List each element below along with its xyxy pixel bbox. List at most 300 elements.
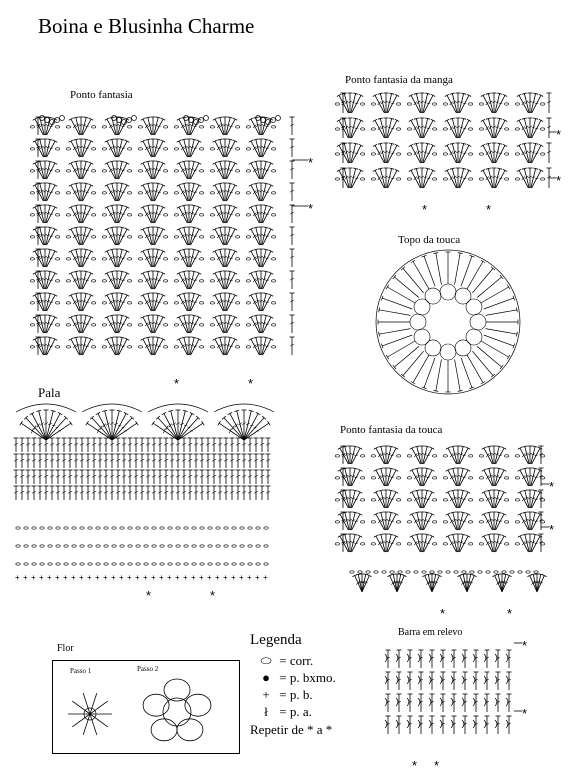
- topo-center-petal: [470, 314, 486, 330]
- fan-chain: [479, 128, 483, 130]
- repeat-star: *: [422, 202, 428, 217]
- fan-chain: [335, 477, 339, 479]
- fan-chain: [235, 126, 239, 128]
- fan-chain: [515, 153, 519, 155]
- pala-chain: [16, 545, 20, 547]
- touca-chain: [406, 571, 410, 573]
- slip-stitch-symbol-icon: ●: [262, 670, 270, 685]
- fan-chain: [30, 214, 34, 216]
- topo-stitch-top: [517, 332, 518, 337]
- relevo-post: [506, 654, 508, 662]
- pala-chain: [160, 545, 164, 547]
- fan-chain: [271, 280, 275, 282]
- topo-center-petal: [455, 288, 471, 304]
- fan-chain: [55, 280, 59, 282]
- pala-sc: +: [263, 573, 268, 582]
- fan-chain: [443, 455, 447, 457]
- fan-chain: [371, 153, 375, 155]
- pala-sc: +: [79, 573, 84, 582]
- fan-chain: [540, 178, 544, 180]
- fan-chain: [102, 148, 106, 150]
- ponto-fantasia-label: Ponto fantasia: [70, 89, 133, 101]
- topo-stitch: [477, 277, 502, 298]
- relevo-post: [484, 654, 486, 662]
- touca-chain: [366, 571, 370, 573]
- topo-stitch: [387, 341, 415, 357]
- touca-chain: [502, 571, 506, 573]
- topo-stitch: [477, 346, 502, 367]
- fan-chain: [91, 192, 95, 194]
- fan-chain: [66, 214, 70, 216]
- fan-chain: [371, 455, 375, 457]
- topo-stitch: [424, 256, 435, 286]
- pala-chain: [240, 563, 244, 565]
- fan-chain: [360, 499, 364, 501]
- fan-chain: [504, 543, 508, 545]
- topo-stitch: [424, 358, 435, 388]
- touca-chain: [422, 571, 426, 573]
- fan-chain: [163, 324, 167, 326]
- fan-chain: [371, 521, 375, 523]
- fan-chain: [504, 128, 508, 130]
- fan-chain: [479, 499, 483, 501]
- picot: [276, 116, 281, 121]
- fan-chain: [504, 455, 508, 457]
- pala-chain: [248, 527, 252, 529]
- fan-chain: [30, 258, 34, 260]
- topo-stitch: [484, 335, 514, 346]
- picot: [132, 116, 137, 121]
- fan-chain: [127, 170, 131, 172]
- fan-chain: [407, 103, 411, 105]
- fan-chain: [335, 499, 339, 501]
- pala-chain: [184, 563, 188, 565]
- relevo-post: [495, 654, 497, 662]
- fan-chain: [199, 280, 203, 282]
- relevo-post: [440, 676, 442, 684]
- fan-chain: [540, 103, 544, 105]
- pala-chain: [192, 527, 196, 529]
- pala-chain: [152, 527, 156, 529]
- fan-chain: [66, 302, 70, 304]
- topo-stitch: [403, 351, 424, 376]
- relevo-post: [462, 720, 464, 728]
- dc-stitch-top: [69, 421, 72, 425]
- touca-chain: [358, 571, 362, 573]
- topo-stitch: [436, 359, 442, 391]
- topo-stitch: [481, 287, 509, 303]
- relevo-post: [385, 676, 387, 684]
- fan-chain: [163, 236, 167, 238]
- pala-chain: [144, 563, 148, 565]
- pala-chain: [128, 545, 132, 547]
- topo-touca-label: Topo da touca: [398, 234, 461, 246]
- pala-chain: [96, 545, 100, 547]
- topo-stitch: [461, 358, 472, 388]
- pala-chain: [224, 527, 228, 529]
- pala-chain: [96, 527, 100, 529]
- pala-chain: [16, 563, 20, 565]
- flor-passo1-stitch: [90, 693, 97, 714]
- topo-stitch-top: [433, 391, 438, 392]
- fan-chain: [468, 477, 472, 479]
- fan-chain: [360, 128, 364, 130]
- pala-chain: [232, 563, 236, 565]
- pala-sc: +: [71, 573, 76, 582]
- fan-chain: [127, 126, 131, 128]
- pala-sc: +: [95, 573, 100, 582]
- fan-chain: [468, 521, 472, 523]
- pala-chain: [232, 545, 236, 547]
- pala-sc: +: [15, 573, 20, 582]
- pala-chain: [72, 545, 76, 547]
- touca-base-stitch: [502, 576, 509, 592]
- fan-chain: [174, 346, 178, 348]
- pala-chain: [184, 527, 188, 529]
- relevo-post: [407, 654, 409, 662]
- fan-chain: [91, 258, 95, 260]
- pala-chain: [176, 527, 180, 529]
- pala-sc: +: [103, 573, 108, 582]
- fan-chain: [515, 499, 519, 501]
- topo-stitch-top: [411, 381, 415, 384]
- fan-chain: [199, 324, 203, 326]
- passo2-label: Passo 2: [137, 665, 159, 673]
- pala-chain: [176, 545, 180, 547]
- fan-chain: [199, 258, 203, 260]
- dc-stitch-bar: [504, 583, 507, 584]
- repeat-star: *: [146, 588, 152, 603]
- pala-chain: [120, 563, 124, 565]
- fan-chain: [396, 521, 400, 523]
- repeat-star: *: [434, 758, 440, 773]
- topo-stitch: [481, 341, 509, 357]
- touca-chain: [398, 571, 402, 573]
- fan-chain: [271, 148, 275, 150]
- fan-chain: [468, 153, 472, 155]
- relevo-post: [506, 698, 508, 706]
- fan-chain: [479, 477, 483, 479]
- topo-stitch-top: [411, 260, 415, 263]
- touca-chain: [350, 571, 354, 573]
- fan-chain: [407, 128, 411, 130]
- topo-stitch: [394, 346, 419, 367]
- dc-stitch-top: [152, 421, 155, 425]
- relevo-post: [484, 676, 486, 684]
- pala-chain: [248, 563, 252, 565]
- pala-chain: [48, 527, 52, 529]
- fan-chain: [371, 499, 375, 501]
- topo-stitch: [455, 359, 461, 391]
- topo-stitch-top: [507, 355, 510, 359]
- fan-chain: [407, 543, 411, 545]
- pala-chain: [208, 527, 212, 529]
- fan-chain: [210, 214, 214, 216]
- fan-chain: [360, 153, 364, 155]
- fan-chain: [138, 214, 142, 216]
- fan-chain: [246, 170, 250, 172]
- pala-sc: +: [111, 573, 116, 582]
- fan-chain: [515, 477, 519, 479]
- fan-chain: [371, 477, 375, 479]
- fan-chain: [102, 236, 106, 238]
- pala-chain: [136, 545, 140, 547]
- pala-label: Pala: [38, 385, 61, 400]
- page-title: Boina e Blusinha Charme: [38, 14, 255, 38]
- fan-chain: [360, 521, 364, 523]
- topo-stitch: [382, 335, 412, 346]
- pala-chain: [88, 545, 92, 547]
- fan-chain: [102, 258, 106, 260]
- relevo-post: [418, 720, 420, 728]
- pala-chain: [112, 527, 116, 529]
- fan-chain: [271, 236, 275, 238]
- dc-stitch-top: [267, 421, 270, 425]
- pala-chain: [24, 527, 28, 529]
- fan-chain: [360, 178, 364, 180]
- pala-sc: +: [191, 573, 196, 582]
- relevo-post: [506, 720, 508, 728]
- topo-stitch: [436, 253, 442, 285]
- fan-chain: [371, 178, 375, 180]
- relevo-post: [451, 720, 453, 728]
- topo-stitch-top: [386, 285, 389, 289]
- pala-chain: [16, 527, 20, 529]
- fan-chain: [55, 126, 59, 128]
- pala-chain: [168, 545, 172, 547]
- flor-passo2-petal: [151, 719, 177, 741]
- fan-chain: [30, 302, 34, 304]
- fan-chain: [163, 192, 167, 194]
- pala-chain: [104, 545, 108, 547]
- fan-chain: [443, 499, 447, 501]
- touca-chain: [414, 571, 418, 573]
- fan-chain: [138, 346, 142, 348]
- relevo-post: [396, 676, 398, 684]
- pala-chain: [48, 563, 52, 565]
- fan-chain: [504, 499, 508, 501]
- double-crochet-symbol-icon: ł: [264, 704, 268, 719]
- fan-chain: [432, 521, 436, 523]
- fan-chain: [102, 302, 106, 304]
- pala-chain: [40, 563, 44, 565]
- fan-chain: [210, 324, 214, 326]
- fan-chain: [371, 128, 375, 130]
- pala-sc: +: [63, 573, 68, 582]
- fan-chain: [504, 477, 508, 479]
- topo-stitch-top: [458, 391, 463, 392]
- topo-stitch: [484, 298, 514, 309]
- fan-chain: [432, 477, 436, 479]
- pala-chain: [88, 527, 92, 529]
- relevo-post: [429, 676, 431, 684]
- pala-chain: [160, 563, 164, 565]
- relevo-post: [418, 654, 420, 662]
- fan-chain: [468, 178, 472, 180]
- relevo-post: [451, 676, 453, 684]
- fan-chain: [271, 324, 275, 326]
- topo-stitch: [485, 310, 517, 316]
- pala-chain: [248, 545, 252, 547]
- fan-chain: [138, 236, 142, 238]
- fan-chain: [127, 214, 131, 216]
- pala-sc: +: [167, 573, 172, 582]
- topo-center-petal: [425, 288, 441, 304]
- dc-stitch-top: [135, 421, 138, 425]
- fan-chain: [210, 126, 214, 128]
- pala-sc: +: [151, 573, 156, 582]
- fan-chain: [479, 153, 483, 155]
- pala-chain: [232, 527, 236, 529]
- fan-chain: [515, 178, 519, 180]
- fan-chain: [210, 192, 214, 194]
- fan-chain: [407, 477, 411, 479]
- fan-chain: [174, 258, 178, 260]
- pala-chain: [184, 545, 188, 547]
- topo-stitch: [413, 355, 429, 383]
- touca-chain: [374, 571, 378, 573]
- fan-chain: [515, 128, 519, 130]
- pala-chain: [152, 563, 156, 565]
- fan-chain: [246, 346, 250, 348]
- topo-center-petal: [440, 284, 456, 300]
- fan-chain: [55, 324, 59, 326]
- topo-center-petal: [414, 329, 430, 345]
- pala-sc: +: [143, 573, 148, 582]
- pala-chain: [240, 527, 244, 529]
- fan-chain: [55, 258, 59, 260]
- pala-chain: [88, 563, 92, 565]
- fan-chain: [360, 477, 364, 479]
- fan-chain: [515, 543, 519, 545]
- topo-stitch-top: [379, 332, 380, 337]
- relevo-post: [385, 720, 387, 728]
- fan-chain: [91, 170, 95, 172]
- fan-chain: [271, 346, 275, 348]
- dc-stitch-top: [218, 421, 221, 425]
- topo-center-petal: [414, 299, 430, 315]
- fan-chain: [174, 324, 178, 326]
- fan-chain: [335, 521, 339, 523]
- legend-repeat: Repetir de * a *: [250, 722, 333, 737]
- fan-chain: [443, 153, 447, 155]
- fan-chain: [66, 258, 70, 260]
- pala-chain: [152, 545, 156, 547]
- fan-chain: [30, 346, 34, 348]
- pala-sc: +: [55, 573, 60, 582]
- pala-chain: [200, 563, 204, 565]
- fan-chain: [163, 302, 167, 304]
- pala-chain: [120, 545, 124, 547]
- topo-center-petal: [455, 340, 471, 356]
- relevo-post: [440, 720, 442, 728]
- topo-stitch: [461, 256, 472, 286]
- fan-chain: [174, 236, 178, 238]
- relevo-post: [407, 698, 409, 706]
- dc-stitch-top: [86, 421, 89, 425]
- pala-chain: [120, 527, 124, 529]
- legend-item-pa: ł = p. a.: [256, 704, 312, 720]
- pala-chain: [80, 563, 84, 565]
- pala-chain: [256, 545, 260, 547]
- fan-chain: [174, 148, 178, 150]
- topo-center-petal: [440, 344, 456, 360]
- fan-chain: [138, 258, 142, 260]
- pala-chain: [136, 563, 140, 565]
- single-crochet-symbol-icon: +: [262, 687, 270, 702]
- fan-chain: [407, 153, 411, 155]
- pala-chain: [80, 527, 84, 529]
- fan-chain: [30, 192, 34, 194]
- repeat-star: *: [308, 155, 314, 170]
- fan-chain: [210, 280, 214, 282]
- pala-chain: [192, 545, 196, 547]
- fan-chain: [360, 455, 364, 457]
- pala-chain: [256, 563, 260, 565]
- fan-chain: [30, 148, 34, 150]
- fan-chain: [127, 302, 131, 304]
- pala-chain: [56, 527, 60, 529]
- fan-chain: [235, 214, 239, 216]
- repeat-star: *: [522, 638, 528, 653]
- fan-chain: [102, 324, 106, 326]
- fan-chain: [443, 103, 447, 105]
- pala-chain: [96, 563, 100, 565]
- fan-chain: [66, 346, 70, 348]
- fan-chain: [432, 543, 436, 545]
- topo-center-petal: [410, 314, 426, 330]
- fan-chain: [91, 148, 95, 150]
- fan-chain: [271, 258, 275, 260]
- fan-chain: [271, 126, 275, 128]
- repeat-star: *: [308, 201, 314, 216]
- repeat-star: *: [549, 522, 555, 537]
- fan-chain: [55, 302, 59, 304]
- pala-chain: [40, 545, 44, 547]
- fan-chain: [127, 192, 131, 194]
- topo-stitch: [403, 268, 424, 293]
- fan-chain: [407, 499, 411, 501]
- pala-sc: +: [175, 573, 180, 582]
- pala-chain: [72, 563, 76, 565]
- relevo-post: [484, 720, 486, 728]
- fan-chain: [210, 236, 214, 238]
- fan-chain: [210, 302, 214, 304]
- fan-chain: [127, 280, 131, 282]
- pala-chain: [216, 545, 220, 547]
- pala-sc: +: [207, 573, 212, 582]
- fan-chain: [515, 103, 519, 105]
- topo-stitch: [467, 355, 483, 383]
- pala-chain: [128, 563, 132, 565]
- pala-chain: [56, 563, 60, 565]
- touca-chain: [438, 571, 442, 573]
- fan-chain: [91, 236, 95, 238]
- fan-chain: [235, 170, 239, 172]
- fan-chain: [468, 543, 472, 545]
- touca-chain: [494, 571, 498, 573]
- fan-chain: [432, 128, 436, 130]
- fan-chain: [127, 148, 131, 150]
- fan-chain: [138, 170, 142, 172]
- fan-chain: [163, 148, 167, 150]
- topo-stitch: [387, 287, 415, 303]
- pala-sc: +: [247, 573, 252, 582]
- fan-chain: [102, 346, 106, 348]
- relevo-post: [440, 654, 442, 662]
- fan-chain: [271, 192, 275, 194]
- fan-chain: [396, 178, 400, 180]
